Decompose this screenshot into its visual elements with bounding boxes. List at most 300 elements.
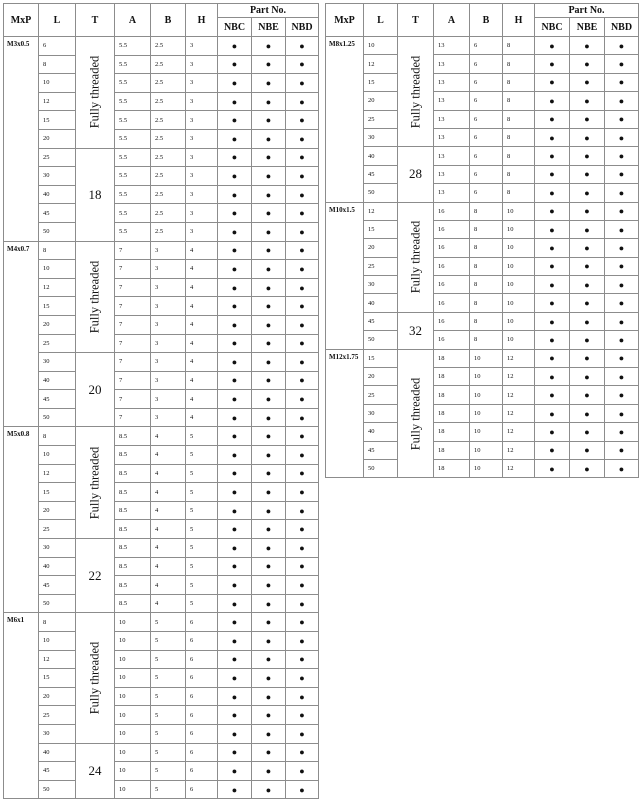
part-nbd-availability-dot: ●	[286, 650, 319, 669]
table-row	[4, 37, 319, 56]
part-nbd-availability-dot: ●	[286, 390, 319, 409]
dimension-b-cell: 10	[470, 386, 503, 404]
part-nbc-availability-dot: ●	[218, 632, 252, 651]
dimension-a-cell: 5.5	[115, 74, 151, 93]
part-nbc-availability-dot: ●	[535, 312, 570, 330]
dimension-b-cell: 5	[151, 669, 186, 688]
table-row	[326, 147, 639, 165]
length-cell: 10	[364, 37, 398, 55]
length-cell: 15	[39, 297, 76, 316]
part-nbe-availability-dot: ●	[252, 334, 286, 353]
part-nbd-availability-dot: ●	[286, 222, 319, 241]
part-nbd-availability-dot: ●	[605, 386, 639, 404]
part-nbd-availability-dot: ●	[286, 148, 319, 167]
part-nbd-availability-dot: ●	[286, 483, 319, 502]
dimension-h-cell: 3	[186, 148, 218, 167]
table-row	[326, 349, 639, 367]
part-nbd-availability-dot: ●	[605, 37, 639, 55]
part-nbd-availability-dot: ●	[605, 404, 639, 422]
part-nbe-availability-dot: ●	[252, 762, 286, 781]
part-nbc-availability-dot: ●	[218, 278, 252, 297]
dimension-h-cell: 5	[186, 446, 218, 465]
part-nbc-availability-dot: ●	[218, 74, 252, 93]
dimension-a-cell: 13	[434, 92, 470, 110]
thread-length-cell: 32	[398, 312, 434, 349]
part-nbc-availability-dot: ●	[218, 353, 252, 372]
length-cell: 6	[39, 37, 76, 56]
part-nbd-availability-dot: ●	[605, 110, 639, 128]
part-nbc-availability-dot: ●	[535, 202, 570, 220]
dimension-b-cell: 4	[151, 483, 186, 502]
length-cell: 20	[39, 315, 76, 334]
length-cell: 8	[39, 241, 76, 260]
table-row	[4, 278, 319, 297]
dimension-b-cell: 6	[470, 55, 503, 73]
dimension-h-cell: 5	[186, 501, 218, 520]
part-nbe-availability-dot: ●	[252, 650, 286, 669]
dimension-a-cell: 5.5	[115, 92, 151, 111]
dimension-b-cell: 8	[470, 276, 503, 294]
dimension-a-cell: 13	[434, 165, 470, 183]
dimension-a-cell: 10	[115, 743, 151, 762]
part-nbe-availability-dot: ●	[570, 294, 605, 312]
dimension-a-cell: 13	[434, 55, 470, 73]
dimension-b-cell: 10	[470, 459, 503, 477]
length-cell: 15	[39, 669, 76, 688]
table-row	[326, 92, 639, 110]
table-row	[326, 202, 639, 220]
dimension-h-cell: 5	[186, 594, 218, 613]
table-row	[4, 557, 319, 576]
part-nbc-availability-dot: ●	[535, 368, 570, 386]
length-cell: 45	[39, 762, 76, 781]
dimension-a-cell: 8.5	[115, 520, 151, 539]
part-nbe-availability-dot: ●	[570, 147, 605, 165]
part-nbc-availability-dot: ●	[218, 483, 252, 502]
dimension-b-cell: 6	[470, 110, 503, 128]
length-cell: 25	[39, 706, 76, 725]
table-row	[4, 148, 319, 167]
table-row	[326, 220, 639, 238]
dimension-a-cell: 8.5	[115, 446, 151, 465]
table-row	[4, 92, 319, 111]
header-l: L	[364, 4, 398, 37]
length-cell: 12	[39, 92, 76, 111]
dimension-b-cell: 2.5	[151, 37, 186, 56]
part-nbd-availability-dot: ●	[605, 220, 639, 238]
dimension-b-cell: 5	[151, 724, 186, 743]
table-row	[326, 404, 639, 422]
length-cell: 20	[39, 687, 76, 706]
table-row	[4, 297, 319, 316]
length-cell: 10	[39, 632, 76, 651]
length-cell: 50	[39, 594, 76, 613]
part-nbe-availability-dot: ●	[252, 427, 286, 446]
part-nbd-availability-dot: ●	[286, 74, 319, 93]
dimension-b-cell: 6	[470, 184, 503, 202]
dimension-a-cell: 18	[434, 423, 470, 441]
dimension-a-cell: 5.5	[115, 129, 151, 148]
part-nbe-availability-dot: ●	[570, 459, 605, 477]
thread-length-cell: 20	[76, 353, 115, 427]
part-nbc-availability-dot: ●	[218, 111, 252, 130]
dimension-h-cell: 6	[186, 632, 218, 651]
length-cell: 40	[39, 557, 76, 576]
length-cell: 15	[39, 111, 76, 130]
dimension-h-cell: 5	[186, 483, 218, 502]
part-nbc-availability-dot: ●	[535, 257, 570, 275]
table-row	[326, 165, 639, 183]
dimension-b-cell: 6	[470, 73, 503, 91]
part-nbe-availability-dot: ●	[570, 257, 605, 275]
dimension-a-cell: 7	[115, 408, 151, 427]
dimension-a-cell: 5.5	[115, 37, 151, 56]
header-a: A	[434, 4, 470, 37]
dimension-b-cell: 10	[470, 368, 503, 386]
part-nbc-availability-dot: ●	[218, 185, 252, 204]
dimension-b-cell: 3	[151, 260, 186, 279]
dimension-h-cell: 4	[186, 315, 218, 334]
part-nbc-availability-dot: ●	[218, 167, 252, 186]
dimension-h-cell: 5	[186, 557, 218, 576]
part-nbd-availability-dot: ●	[286, 371, 319, 390]
header-nbd: NBD	[286, 18, 319, 37]
part-nbe-availability-dot: ●	[252, 576, 286, 595]
dimension-b-cell: 2.5	[151, 111, 186, 130]
part-nbd-availability-dot: ●	[286, 92, 319, 111]
part-nbc-availability-dot: ●	[218, 222, 252, 241]
dimension-h-cell: 8	[503, 184, 535, 202]
part-nbc-availability-dot: ●	[218, 129, 252, 148]
part-nbe-availability-dot: ●	[570, 404, 605, 422]
part-nbd-availability-dot: ●	[286, 539, 319, 558]
part-nbc-availability-dot: ●	[218, 241, 252, 260]
length-cell: 15	[364, 349, 398, 367]
thread-size-cell: M3x0.5	[4, 37, 39, 242]
table-row	[4, 743, 319, 762]
table-row	[326, 331, 639, 349]
length-cell: 25	[39, 148, 76, 167]
part-nbc-availability-dot: ●	[218, 762, 252, 781]
part-nbe-availability-dot: ●	[252, 446, 286, 465]
part-nbe-availability-dot: ●	[570, 37, 605, 55]
dimension-h-cell: 3	[186, 185, 218, 204]
dimension-a-cell: 5.5	[115, 55, 151, 74]
part-nbe-availability-dot: ●	[252, 129, 286, 148]
part-nbd-availability-dot: ●	[605, 257, 639, 275]
part-nbe-availability-dot: ●	[252, 315, 286, 334]
dimension-b-cell: 4	[151, 594, 186, 613]
header-l: L	[39, 4, 76, 37]
part-nbd-availability-dot: ●	[605, 147, 639, 165]
dimension-b-cell: 2.5	[151, 204, 186, 223]
dimension-b-cell: 8	[470, 331, 503, 349]
table-row	[4, 687, 319, 706]
dimension-b-cell: 6	[470, 165, 503, 183]
dimension-b-cell: 2.5	[151, 74, 186, 93]
table-row	[4, 185, 319, 204]
dimension-h-cell: 10	[503, 276, 535, 294]
dimension-b-cell: 8	[470, 239, 503, 257]
dimension-a-cell: 10	[115, 632, 151, 651]
dimension-a-cell: 8.5	[115, 576, 151, 595]
part-nbc-availability-dot: ●	[535, 239, 570, 257]
part-nbd-availability-dot: ●	[286, 762, 319, 781]
dimension-h-cell: 6	[186, 687, 218, 706]
part-nbe-availability-dot: ●	[570, 441, 605, 459]
dimension-a-cell: 5.5	[115, 204, 151, 223]
dimension-b-cell: 4	[151, 557, 186, 576]
part-nbe-availability-dot: ●	[252, 37, 286, 56]
dimension-b-cell: 6	[470, 92, 503, 110]
part-nbc-availability-dot: ●	[218, 390, 252, 409]
part-nbc-availability-dot: ●	[535, 147, 570, 165]
dimension-a-cell: 7	[115, 297, 151, 316]
dimension-h-cell: 3	[186, 204, 218, 223]
dimension-a-cell: 5.5	[115, 167, 151, 186]
length-cell: 12	[364, 55, 398, 73]
dimension-b-cell: 3	[151, 371, 186, 390]
fully-threaded-cell	[76, 241, 115, 353]
part-nbe-availability-dot: ●	[570, 165, 605, 183]
length-cell: 40	[364, 423, 398, 441]
header-a: A	[115, 4, 151, 37]
length-cell: 15	[364, 73, 398, 91]
dimension-h-cell: 5	[186, 464, 218, 483]
part-nbc-availability-dot: ●	[535, 276, 570, 294]
length-cell: 10	[39, 260, 76, 279]
dimension-h-cell: 6	[186, 650, 218, 669]
part-nbd-availability-dot: ●	[286, 687, 319, 706]
table-row	[326, 37, 639, 55]
dimension-a-cell: 13	[434, 147, 470, 165]
dimension-h-cell: 6	[186, 724, 218, 743]
dimension-b-cell: 5	[151, 687, 186, 706]
dimension-a-cell: 8.5	[115, 557, 151, 576]
dimension-h-cell: 10	[503, 294, 535, 312]
dimension-a-cell: 18	[434, 441, 470, 459]
part-nbd-availability-dot: ●	[286, 278, 319, 297]
part-nbc-availability-dot: ●	[218, 371, 252, 390]
part-nbd-availability-dot: ●	[286, 743, 319, 762]
fully-threaded-cell	[398, 349, 434, 478]
part-nbc-availability-dot: ●	[218, 408, 252, 427]
fully-threaded-label: Fully threaded	[408, 55, 422, 128]
table-row	[4, 706, 319, 725]
part-nbc-availability-dot: ●	[535, 55, 570, 73]
length-cell: 30	[39, 724, 76, 743]
header-h: H	[503, 4, 535, 37]
dimension-h-cell: 3	[186, 129, 218, 148]
part-nbd-availability-dot: ●	[286, 129, 319, 148]
dimension-a-cell: 5.5	[115, 222, 151, 241]
part-nbd-availability-dot: ●	[605, 55, 639, 73]
dimension-a-cell: 13	[434, 184, 470, 202]
part-nbd-availability-dot: ●	[286, 167, 319, 186]
dimension-b-cell: 4	[151, 501, 186, 520]
dimension-a-cell: 8.5	[115, 501, 151, 520]
part-nbe-availability-dot: ●	[252, 111, 286, 130]
part-nbc-availability-dot: ●	[535, 423, 570, 441]
thread-size-cell: M4x0.7	[4, 241, 39, 427]
dimension-b-cell: 2.5	[151, 129, 186, 148]
length-cell: 30	[39, 539, 76, 558]
dimension-a-cell: 5.5	[115, 148, 151, 167]
table-row	[326, 73, 639, 91]
table-row	[4, 315, 319, 334]
part-nbc-availability-dot: ●	[218, 501, 252, 520]
table-row	[326, 312, 639, 330]
fully-threaded-label: Fully threaded	[408, 377, 422, 450]
part-nbc-availability-dot: ●	[218, 297, 252, 316]
part-nbe-availability-dot: ●	[252, 204, 286, 223]
part-nbe-availability-dot: ●	[570, 386, 605, 404]
dimension-b-cell: 3	[151, 334, 186, 353]
part-nbd-availability-dot: ●	[286, 501, 319, 520]
dimension-a-cell: 16	[434, 312, 470, 330]
part-nbd-availability-dot: ●	[286, 724, 319, 743]
part-nbd-availability-dot: ●	[286, 613, 319, 632]
dimension-h-cell: 5	[186, 520, 218, 539]
part-nbe-availability-dot: ●	[252, 669, 286, 688]
dimension-h-cell: 6	[186, 706, 218, 725]
part-nbd-availability-dot: ●	[286, 55, 319, 74]
dimension-h-cell: 12	[503, 368, 535, 386]
length-cell: 20	[364, 239, 398, 257]
thread-length-cell: 22	[76, 539, 115, 613]
table-row	[326, 386, 639, 404]
dimension-b-cell: 4	[151, 464, 186, 483]
part-nbe-availability-dot: ●	[252, 390, 286, 409]
header-b: B	[151, 4, 186, 37]
thread-size-cell: M6x1	[4, 613, 39, 799]
part-nbc-availability-dot: ●	[535, 220, 570, 238]
dimension-b-cell: 2.5	[151, 222, 186, 241]
dimension-h-cell: 12	[503, 441, 535, 459]
dimension-a-cell: 7	[115, 260, 151, 279]
table-row	[4, 724, 319, 743]
dimension-h-cell: 3	[186, 55, 218, 74]
dimension-h-cell: 3	[186, 167, 218, 186]
table-row	[326, 368, 639, 386]
dimension-b-cell: 8	[470, 202, 503, 220]
dimension-a-cell: 16	[434, 239, 470, 257]
part-nbd-availability-dot: ●	[286, 632, 319, 651]
part-nbc-availability-dot: ●	[535, 128, 570, 146]
dimension-a-cell: 10	[115, 669, 151, 688]
part-nbe-availability-dot: ●	[252, 706, 286, 725]
dimension-b-cell: 3	[151, 241, 186, 260]
length-cell: 8	[39, 427, 76, 446]
table-row	[326, 459, 639, 477]
dimension-a-cell: 10	[115, 687, 151, 706]
part-nbe-availability-dot: ●	[570, 368, 605, 386]
part-nbe-availability-dot: ●	[252, 464, 286, 483]
length-cell: 15	[39, 483, 76, 502]
dimension-b-cell: 4	[151, 576, 186, 595]
dimension-b-cell: 3	[151, 408, 186, 427]
dimension-h-cell: 4	[186, 408, 218, 427]
part-nbd-availability-dot: ●	[286, 446, 319, 465]
part-nbd-availability-dot: ●	[605, 73, 639, 91]
dimension-a-cell: 8.5	[115, 464, 151, 483]
part-nbc-availability-dot: ●	[535, 37, 570, 55]
dimension-b-cell: 4	[151, 446, 186, 465]
table-row	[4, 576, 319, 595]
dimension-a-cell: 7	[115, 278, 151, 297]
dimension-a-cell: 16	[434, 220, 470, 238]
part-nbd-availability-dot: ●	[605, 92, 639, 110]
dimension-h-cell: 4	[186, 260, 218, 279]
dimension-b-cell: 10	[470, 404, 503, 422]
part-nbe-availability-dot: ●	[252, 483, 286, 502]
dimension-h-cell: 8	[503, 55, 535, 73]
thread-size-cell: M5x0.8	[4, 427, 39, 613]
part-nbe-availability-dot: ●	[570, 73, 605, 91]
part-nbc-availability-dot: ●	[535, 73, 570, 91]
part-nbd-availability-dot: ●	[286, 353, 319, 372]
part-nbe-availability-dot: ●	[252, 632, 286, 651]
dimension-b-cell: 4	[151, 539, 186, 558]
part-nbd-availability-dot: ●	[286, 315, 319, 334]
dimension-b-cell: 5	[151, 650, 186, 669]
dimension-h-cell: 8	[503, 73, 535, 91]
dimension-a-cell: 18	[434, 386, 470, 404]
dimension-a-cell: 16	[434, 257, 470, 275]
dimension-h-cell: 10	[503, 202, 535, 220]
dimension-h-cell: 12	[503, 459, 535, 477]
length-cell: 40	[364, 147, 398, 165]
table-row	[4, 669, 319, 688]
dimension-a-cell: 13	[434, 73, 470, 91]
length-cell: 20	[364, 92, 398, 110]
length-cell: 45	[364, 165, 398, 183]
part-nbd-availability-dot: ●	[605, 423, 639, 441]
table-row	[326, 110, 639, 128]
fully-threaded-cell	[398, 202, 434, 312]
dimension-a-cell: 8.5	[115, 427, 151, 446]
part-nbc-availability-dot: ●	[218, 92, 252, 111]
part-nbc-availability-dot: ●	[535, 349, 570, 367]
length-cell: 50	[364, 184, 398, 202]
dimension-b-cell: 3	[151, 390, 186, 409]
part-nbc-availability-dot: ●	[535, 184, 570, 202]
table-row	[326, 55, 639, 73]
dimension-h-cell: 3	[186, 92, 218, 111]
dimension-h-cell: 10	[503, 312, 535, 330]
table-row	[4, 408, 319, 427]
dimension-b-cell: 2.5	[151, 167, 186, 186]
part-nbe-availability-dot: ●	[570, 55, 605, 73]
dimension-h-cell: 12	[503, 349, 535, 367]
fully-threaded-cell	[398, 37, 434, 147]
part-nbe-availability-dot: ●	[252, 241, 286, 260]
length-cell: 25	[364, 386, 398, 404]
dimension-h-cell: 4	[186, 278, 218, 297]
part-nbc-availability-dot: ●	[218, 669, 252, 688]
part-nbc-availability-dot: ●	[218, 427, 252, 446]
fully-threaded-cell	[76, 613, 115, 743]
dimension-h-cell: 3	[186, 37, 218, 56]
dimension-b-cell: 3	[151, 278, 186, 297]
dimension-h-cell: 4	[186, 297, 218, 316]
header-nbd: NBD	[605, 18, 639, 37]
dimension-a-cell: 16	[434, 331, 470, 349]
dimension-h-cell: 10	[503, 220, 535, 238]
thread-size-cell: M12x1.75	[326, 349, 364, 478]
table-row	[4, 483, 319, 502]
part-nbe-availability-dot: ●	[252, 148, 286, 167]
